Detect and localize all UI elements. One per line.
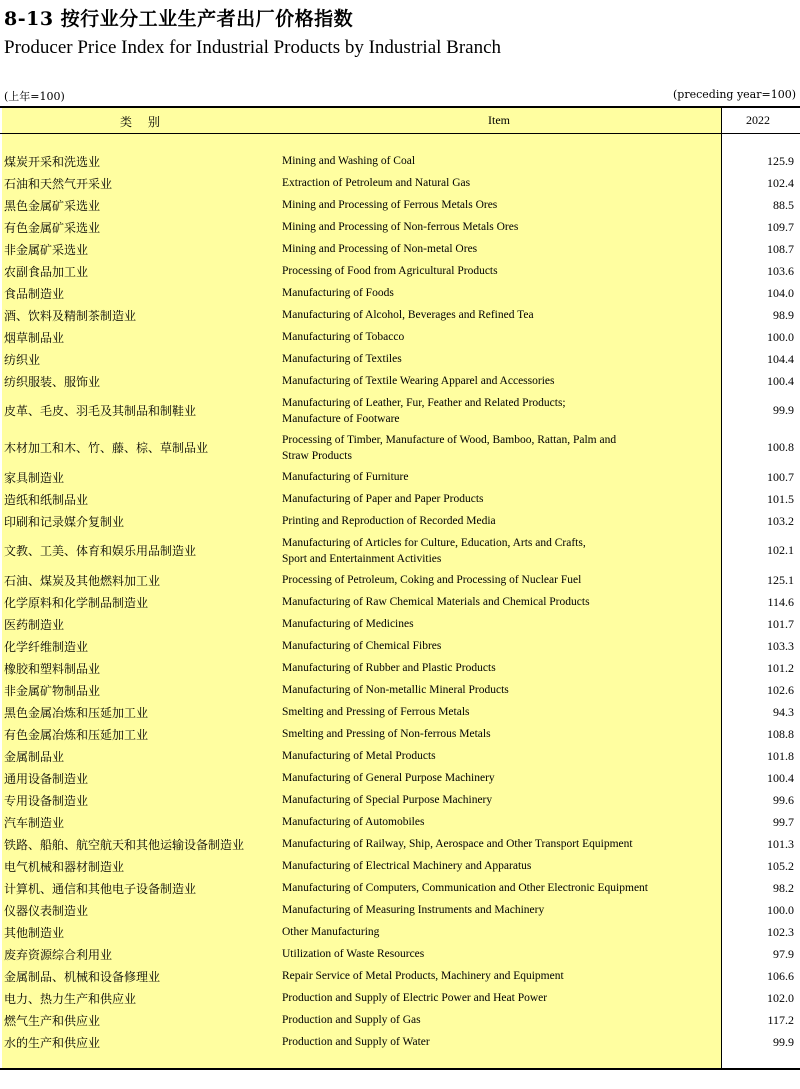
row-item-english: Manufacturing of Railway, Ship, Aerospace and Other Transport Equipment: [282, 838, 633, 850]
row-index-value: 105.2: [767, 858, 794, 873]
row-item-english: Manufacturing of Furniture: [282, 471, 409, 483]
table-row: [0, 194, 800, 216]
table-row: [0, 701, 800, 723]
table-row: [0, 1031, 800, 1053]
row-item-english: Mining and Washing of Coal: [282, 155, 416, 167]
table-row: [0, 1009, 800, 1031]
row-index-value: 99.6: [773, 792, 794, 807]
row-index-value: 103.2: [767, 513, 794, 528]
row-category-chinese: 其他制造业: [4, 925, 65, 940]
row-category-chinese: 非金属矿采选业: [4, 242, 89, 257]
row-index-value: 99.7: [773, 814, 794, 829]
row-index-value: 109.7: [767, 219, 794, 234]
page-title-english: Producer Price Index for Industrial Products by Industrial Branch: [4, 37, 502, 58]
row-index-value: 104.0: [767, 285, 794, 300]
row-item-english: Processing of Timber, Manufacture of Wood, Bamboo, Rattan, Palm and Straw Products: [282, 433, 617, 462]
row-category-chinese: 酒、饮料及精制茶制造业: [4, 308, 137, 323]
table-row: [0, 833, 800, 855]
row-index-value: 101.2: [767, 660, 794, 675]
row-category-chinese: 汽车制造业: [4, 815, 65, 830]
table-header-rule: [0, 133, 800, 134]
table-row: [0, 745, 800, 767]
row-category-chinese: 铁路、船舶、航空航天和其他运输设备制造业: [4, 837, 245, 852]
page-title-chinese: 8-13 按行业分工业生产者出厂价格指数: [4, 8, 354, 30]
table-row: [0, 238, 800, 260]
row-index-value: 100.0: [767, 329, 794, 344]
row-category-chinese: 非金属矿物制品业: [4, 683, 101, 698]
table-row: [0, 392, 800, 429]
row-item-english: Manufacturing of Tobacco: [282, 331, 405, 343]
table-row: [0, 172, 800, 194]
price-index-table: [0, 106, 800, 1070]
row-item-english: Production and Supply of Gas: [282, 1014, 421, 1026]
row-item-english: Manufacturing of Special Purpose Machinery: [282, 794, 493, 806]
row-category-chinese: 计算机、通信和其他电子设备制造业: [4, 881, 197, 896]
row-item-english: Other Manufacturing: [282, 926, 380, 938]
table-row: [0, 943, 800, 965]
unit-note-chinese: (上年=100): [4, 90, 65, 103]
row-item-english: Manufacturing of Textiles: [282, 353, 402, 365]
table-row: [0, 304, 800, 326]
row-category-chinese: 黑色金属矿采选业: [4, 198, 101, 213]
table-row: [0, 348, 800, 370]
row-category-chinese: 木材加工和木、竹、藤、棕、草制品业: [4, 441, 209, 455]
row-category-chinese: 橡胶和塑料制品业: [4, 661, 101, 676]
table-row: [0, 532, 800, 569]
row-index-value: 102.0: [767, 990, 794, 1005]
column-header-item: Item: [488, 113, 510, 127]
row-item-english: Processing of Food from Agricultural Products: [282, 265, 498, 277]
unit-note-english: (preceding year=100): [673, 88, 796, 101]
table-row: [0, 613, 800, 635]
row-item-english: Manufacturing of Alcohol, Beverages and Refined Tea: [282, 309, 534, 321]
row-category-chinese: 燃气生产和供应业: [4, 1013, 101, 1028]
row-category-chinese: 水的生产和供应业: [4, 1035, 101, 1050]
row-index-value: 97.9: [773, 946, 794, 961]
table-row: [0, 965, 800, 987]
row-item-english: Manufacturing of Computers, Communication and Other Electronic Equipment: [282, 882, 648, 894]
table-row: [0, 326, 800, 348]
row-item-english: Smelting and Pressing of Ferrous Metals: [282, 706, 470, 718]
row-index-value: 100.7: [767, 469, 794, 484]
row-index-value: 98.2: [773, 880, 794, 895]
table-row: [0, 429, 800, 466]
row-item-english: Manufacturing of Leather, Fur, Feather and Related Products; Manufacture of Footware: [282, 396, 566, 425]
row-category-chinese: 煤炭开采和洗选业: [4, 154, 101, 169]
row-item-english: Production and Supply of Electric Power and Heat Power: [282, 992, 548, 1004]
row-item-english: Manufacturing of Metal Products: [282, 750, 436, 762]
row-index-value: 125.9: [767, 153, 794, 168]
row-category-chinese: 仪器仪表制造业: [4, 903, 89, 918]
table-row: [0, 723, 800, 745]
row-category-chinese: 金属制品、机械和设备修理业: [4, 969, 161, 984]
row-category-chinese: 纺织业: [4, 352, 41, 367]
row-item-english: Mining and Processing of Non-ferrous Metals Ores: [282, 221, 519, 233]
row-index-value: 99.9: [773, 403, 794, 417]
row-category-chinese: 有色金属矿采选业: [4, 220, 101, 235]
row-index-value: 94.3: [773, 704, 794, 719]
row-index-value: 100.4: [767, 373, 794, 388]
row-category-chinese: 医药制造业: [4, 617, 65, 632]
row-index-value: 99.9: [773, 1034, 794, 1049]
row-index-value: 117.2: [767, 1012, 794, 1027]
table-row: [0, 282, 800, 304]
row-item-english: Manufacturing of Paper and Paper Products: [282, 493, 484, 505]
row-category-chinese: 废弃资源综合利用业: [4, 947, 113, 962]
row-item-english: Manufacturing of Raw Chemical Materials and Chemical Products: [282, 596, 590, 608]
row-item-english: Manufacturing of Electrical Machinery and Apparatus: [282, 860, 532, 872]
row-index-value: 101.8: [767, 748, 794, 763]
column-header-category: 类 别: [120, 115, 166, 129]
row-index-value: 114.6: [767, 594, 794, 609]
row-item-english: Utilization of Waste Resources: [282, 948, 425, 960]
row-item-english: Mining and Processing of Ferrous Metals Ores: [282, 199, 498, 211]
table-row: [0, 679, 800, 701]
row-category-chinese: 有色金属冶炼和压延加工业: [4, 727, 149, 742]
table-row: [0, 921, 800, 943]
row-category-chinese: 纺织服装、服饰业: [4, 374, 101, 389]
row-category-chinese: 电力、热力生产和供应业: [4, 991, 137, 1006]
row-item-english: Manufacturing of Chemical Fibres: [282, 640, 442, 652]
row-category-chinese: 家具制造业: [4, 470, 65, 485]
row-item-english: Manufacturing of Textile Wearing Apparel and Accessories: [282, 375, 555, 387]
row-index-value: 101.7: [767, 616, 794, 631]
row-index-value: 106.6: [767, 968, 794, 983]
row-item-english: Manufacturing of Measuring Instruments and Machinery: [282, 904, 545, 916]
row-item-english: Repair Service of Metal Products, Machinery and Equipment: [282, 970, 564, 982]
table-body: [0, 150, 800, 1053]
row-index-value: 108.7: [767, 241, 794, 256]
column-header-year: 2022: [746, 113, 770, 127]
row-category-chinese: 专用设备制造业: [4, 793, 89, 808]
table-row: [0, 855, 800, 877]
table-row: [0, 877, 800, 899]
table-row: [0, 370, 800, 392]
row-item-english: Manufacturing of Foods: [282, 287, 394, 299]
table-row: [0, 899, 800, 921]
table-row: [0, 569, 800, 591]
row-index-value: 101.3: [767, 836, 794, 851]
table-row: [0, 987, 800, 1009]
row-index-value: 100.0: [767, 902, 794, 917]
row-category-chinese: 皮革、毛皮、羽毛及其制品和制鞋业: [4, 404, 197, 418]
row-index-value: 98.9: [773, 307, 794, 322]
row-category-chinese: 化学纤维制造业: [4, 639, 89, 654]
row-category-chinese: 石油、煤炭及其他燃料加工业: [4, 573, 161, 588]
row-item-english: Production and Supply of Water: [282, 1036, 430, 1048]
row-index-value: 102.1: [767, 543, 794, 557]
row-category-chinese: 化学原料和化学制品制造业: [4, 595, 149, 610]
row-index-value: 100.8: [767, 440, 794, 454]
table-bottom-rule: [0, 1068, 800, 1070]
row-category-chinese: 农副食品加工业: [4, 264, 89, 279]
row-index-value: 101.5: [767, 491, 794, 506]
row-category-chinese: 金属制品业: [4, 749, 65, 764]
row-category-chinese: 食品制造业: [4, 286, 65, 301]
row-category-chinese: 文教、工美、体育和娱乐用品制造业: [4, 544, 197, 558]
row-category-chinese: 电气机械和器材制造业: [4, 859, 125, 874]
table-row: [0, 657, 800, 679]
row-category-chinese: 造纸和纸制品业: [4, 492, 89, 507]
row-index-value: 102.3: [767, 924, 794, 939]
row-item-english: Manufacturing of General Purpose Machinery: [282, 772, 495, 784]
row-index-value: 125.1: [767, 572, 794, 587]
row-category-chinese: 印刷和记录媒介复制业: [4, 514, 125, 529]
row-index-value: 108.8: [767, 726, 794, 741]
table-row: [0, 811, 800, 833]
row-index-value: 88.5: [773, 197, 794, 212]
table-row: [0, 466, 800, 488]
table-row: [0, 635, 800, 657]
table-row: [0, 488, 800, 510]
table-row: [0, 216, 800, 238]
table-row: [0, 591, 800, 613]
table-row: [0, 789, 800, 811]
row-index-value: 103.6: [767, 263, 794, 278]
row-category-chinese: 烟草制品业: [4, 330, 65, 345]
table-row: [0, 260, 800, 282]
row-item-english: Mining and Processing of Non-metal Ores: [282, 243, 478, 255]
row-item-english: Manufacturing of Rubber and Plastic Products: [282, 662, 496, 674]
row-item-english: Manufacturing of Automobiles: [282, 816, 425, 828]
table-row: [0, 150, 800, 172]
row-category-chinese: 通用设备制造业: [4, 771, 89, 786]
row-index-value: 100.4: [767, 770, 794, 785]
row-item-english: Printing and Reproduction of Recorded Media: [282, 515, 496, 527]
table-row: [0, 767, 800, 789]
row-index-value: 102.6: [767, 682, 794, 697]
row-index-value: 104.4: [767, 351, 794, 366]
row-index-value: 102.4: [767, 175, 794, 190]
row-item-english: Extraction of Petroleum and Natural Gas: [282, 177, 471, 189]
row-category-chinese: 石油和天然气开采业: [4, 176, 113, 191]
table-row: [0, 510, 800, 532]
row-item-english: Manufacturing of Articles for Culture, Education, Arts and Crafts, Sport and Entertainment Activities: [282, 536, 586, 565]
row-item-english: Smelting and Pressing of Non-ferrous Metals: [282, 728, 491, 740]
table-top-rule: [0, 106, 800, 108]
row-item-english: Manufacturing of Non-metallic Mineral Products: [282, 684, 509, 696]
row-category-chinese: 黑色金属冶炼和压延加工业: [4, 705, 149, 720]
row-item-english: Processing of Petroleum, Coking and Processing of Nuclear Fuel: [282, 574, 582, 586]
row-item-english: Manufacturing of Medicines: [282, 618, 414, 630]
row-index-value: 103.3: [767, 638, 794, 653]
